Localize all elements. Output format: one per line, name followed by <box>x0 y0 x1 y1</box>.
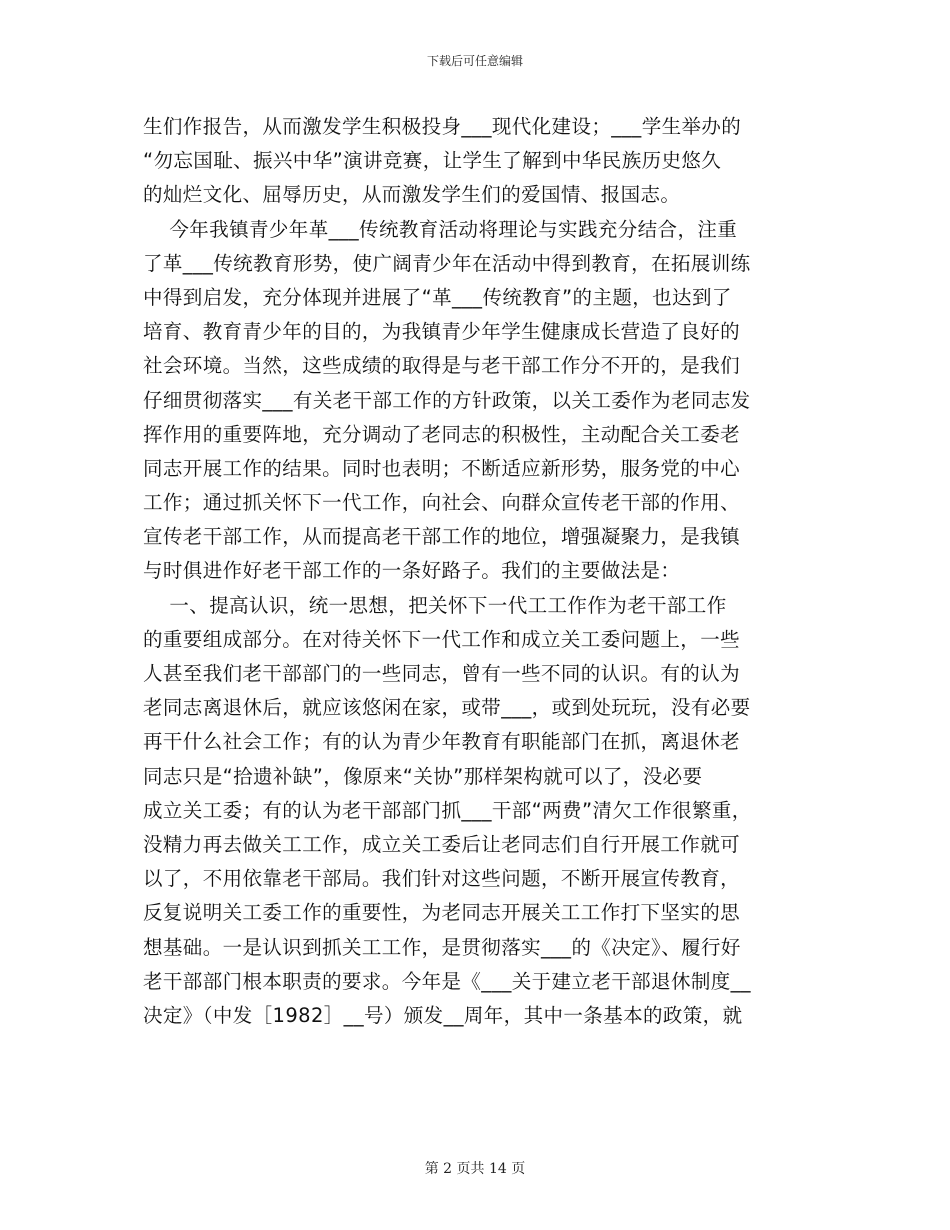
page-header: 下载后可任意编辑 <box>426 54 523 68</box>
text-line: 了革___传统教育形势，使广阔青少年在活动中得到教育，在拓展训练 <box>143 251 751 275</box>
text-line: 同志只是“拾遗补缺”，像原来“关协”那样架构就可以了，没必要 <box>143 764 703 788</box>
text-line: 老同志离退休后，就应该悠闲在家，或带___，或到处玩玩，没有必要 <box>143 696 751 720</box>
text-line: 工作；通过抓关怀下一代工作，向社会、向群众宣传老干部的作用、 <box>143 491 741 515</box>
text-line: 人甚至我们老干部部门的一些同志，曾有一些不同的认识。有的认为 <box>143 662 741 685</box>
text-line: 想基础。一是认识到抓关工工作，是贯彻落实___的《决定》、履行好 <box>143 935 741 959</box>
text-line: 以了，不用依靠老干部局。我们针对这些问题，不断开展宣传教育， <box>143 867 741 891</box>
text-line: “勿忘国耻、振兴中华”演讲竞赛，让学生了解到中华民族历史悠久 <box>143 149 722 173</box>
text-line: 生们作报告，从而激发学生积极投身___现代化建设；___学生举办的 <box>143 115 742 138</box>
text-line: 成立关工委；有的认为老干部部门抓___干部“两费”清欠工作很繁重， <box>143 798 752 822</box>
text-line: 仔细贯彻落实___有关老干部工作的方针政策，以关工委作为老同志发 <box>143 388 751 412</box>
text-line: 没精力再去做关工工作，成立关工委后让老同志们自行开展工作就可 <box>143 832 741 856</box>
text-line: 与时俱进作好老干部工作的一条好路子。我们的主要做法是： <box>143 559 681 583</box>
text-line: 的重要组成部分。在对待关怀下一代工作和成立关工委问题上，一些 <box>143 627 741 651</box>
text-line: 老干部部门根本职责的要求。今年是《___关于建立老干部退休制度__ <box>143 969 751 993</box>
text-line: 决定》（中发［1982］__号）颁发__周年，其中一条基本的政策，就 <box>143 1003 743 1027</box>
text-line: 再干什么社会工作；有的认为青少年教育有职能部门在抓，离退休老 <box>143 730 741 754</box>
text-line: 中得到启发，充分体现并进展了“革___传统教育”的主题，也达到了 <box>143 285 732 309</box>
text-line: 宣传老干部工作，从而提高老干部工作的地位，增强凝聚力，是我镇 <box>143 525 741 549</box>
text-line: 挥作用的重要阵地，充分调动了老同志的积极性，主动配合关工委老 <box>143 422 741 446</box>
text-line: 的灿烂文化、屈辱历史，从而激发学生们的爱国情、报国志。 <box>143 183 681 207</box>
page-number: 第 2 页共 14 页 <box>424 1161 526 1177</box>
text-line: 培育、教育青少年的目的，为我镇青少年学生健康成长营造了良好的 <box>143 320 741 344</box>
text-line: 同志开展工作的结果。同时也表明；不断适应新形势，服务党的中心 <box>143 456 741 480</box>
text-line: 今年我镇青少年革___传统教育活动将理论与实践充分结合，注重 <box>143 217 738 241</box>
text-line: 反复说明关工委工作的重要性，为老同志开展关工工作打下坚实的思 <box>143 901 741 925</box>
text-line: 一、提高认识，统一思想，把关怀下一代工工作作为老干部工作 <box>143 593 727 617</box>
text-line: 社会环境。当然，这些成绩的取得是与老干部工作分不开的，是我们 <box>143 354 741 378</box>
document-body <box>143 110 823 1033</box>
